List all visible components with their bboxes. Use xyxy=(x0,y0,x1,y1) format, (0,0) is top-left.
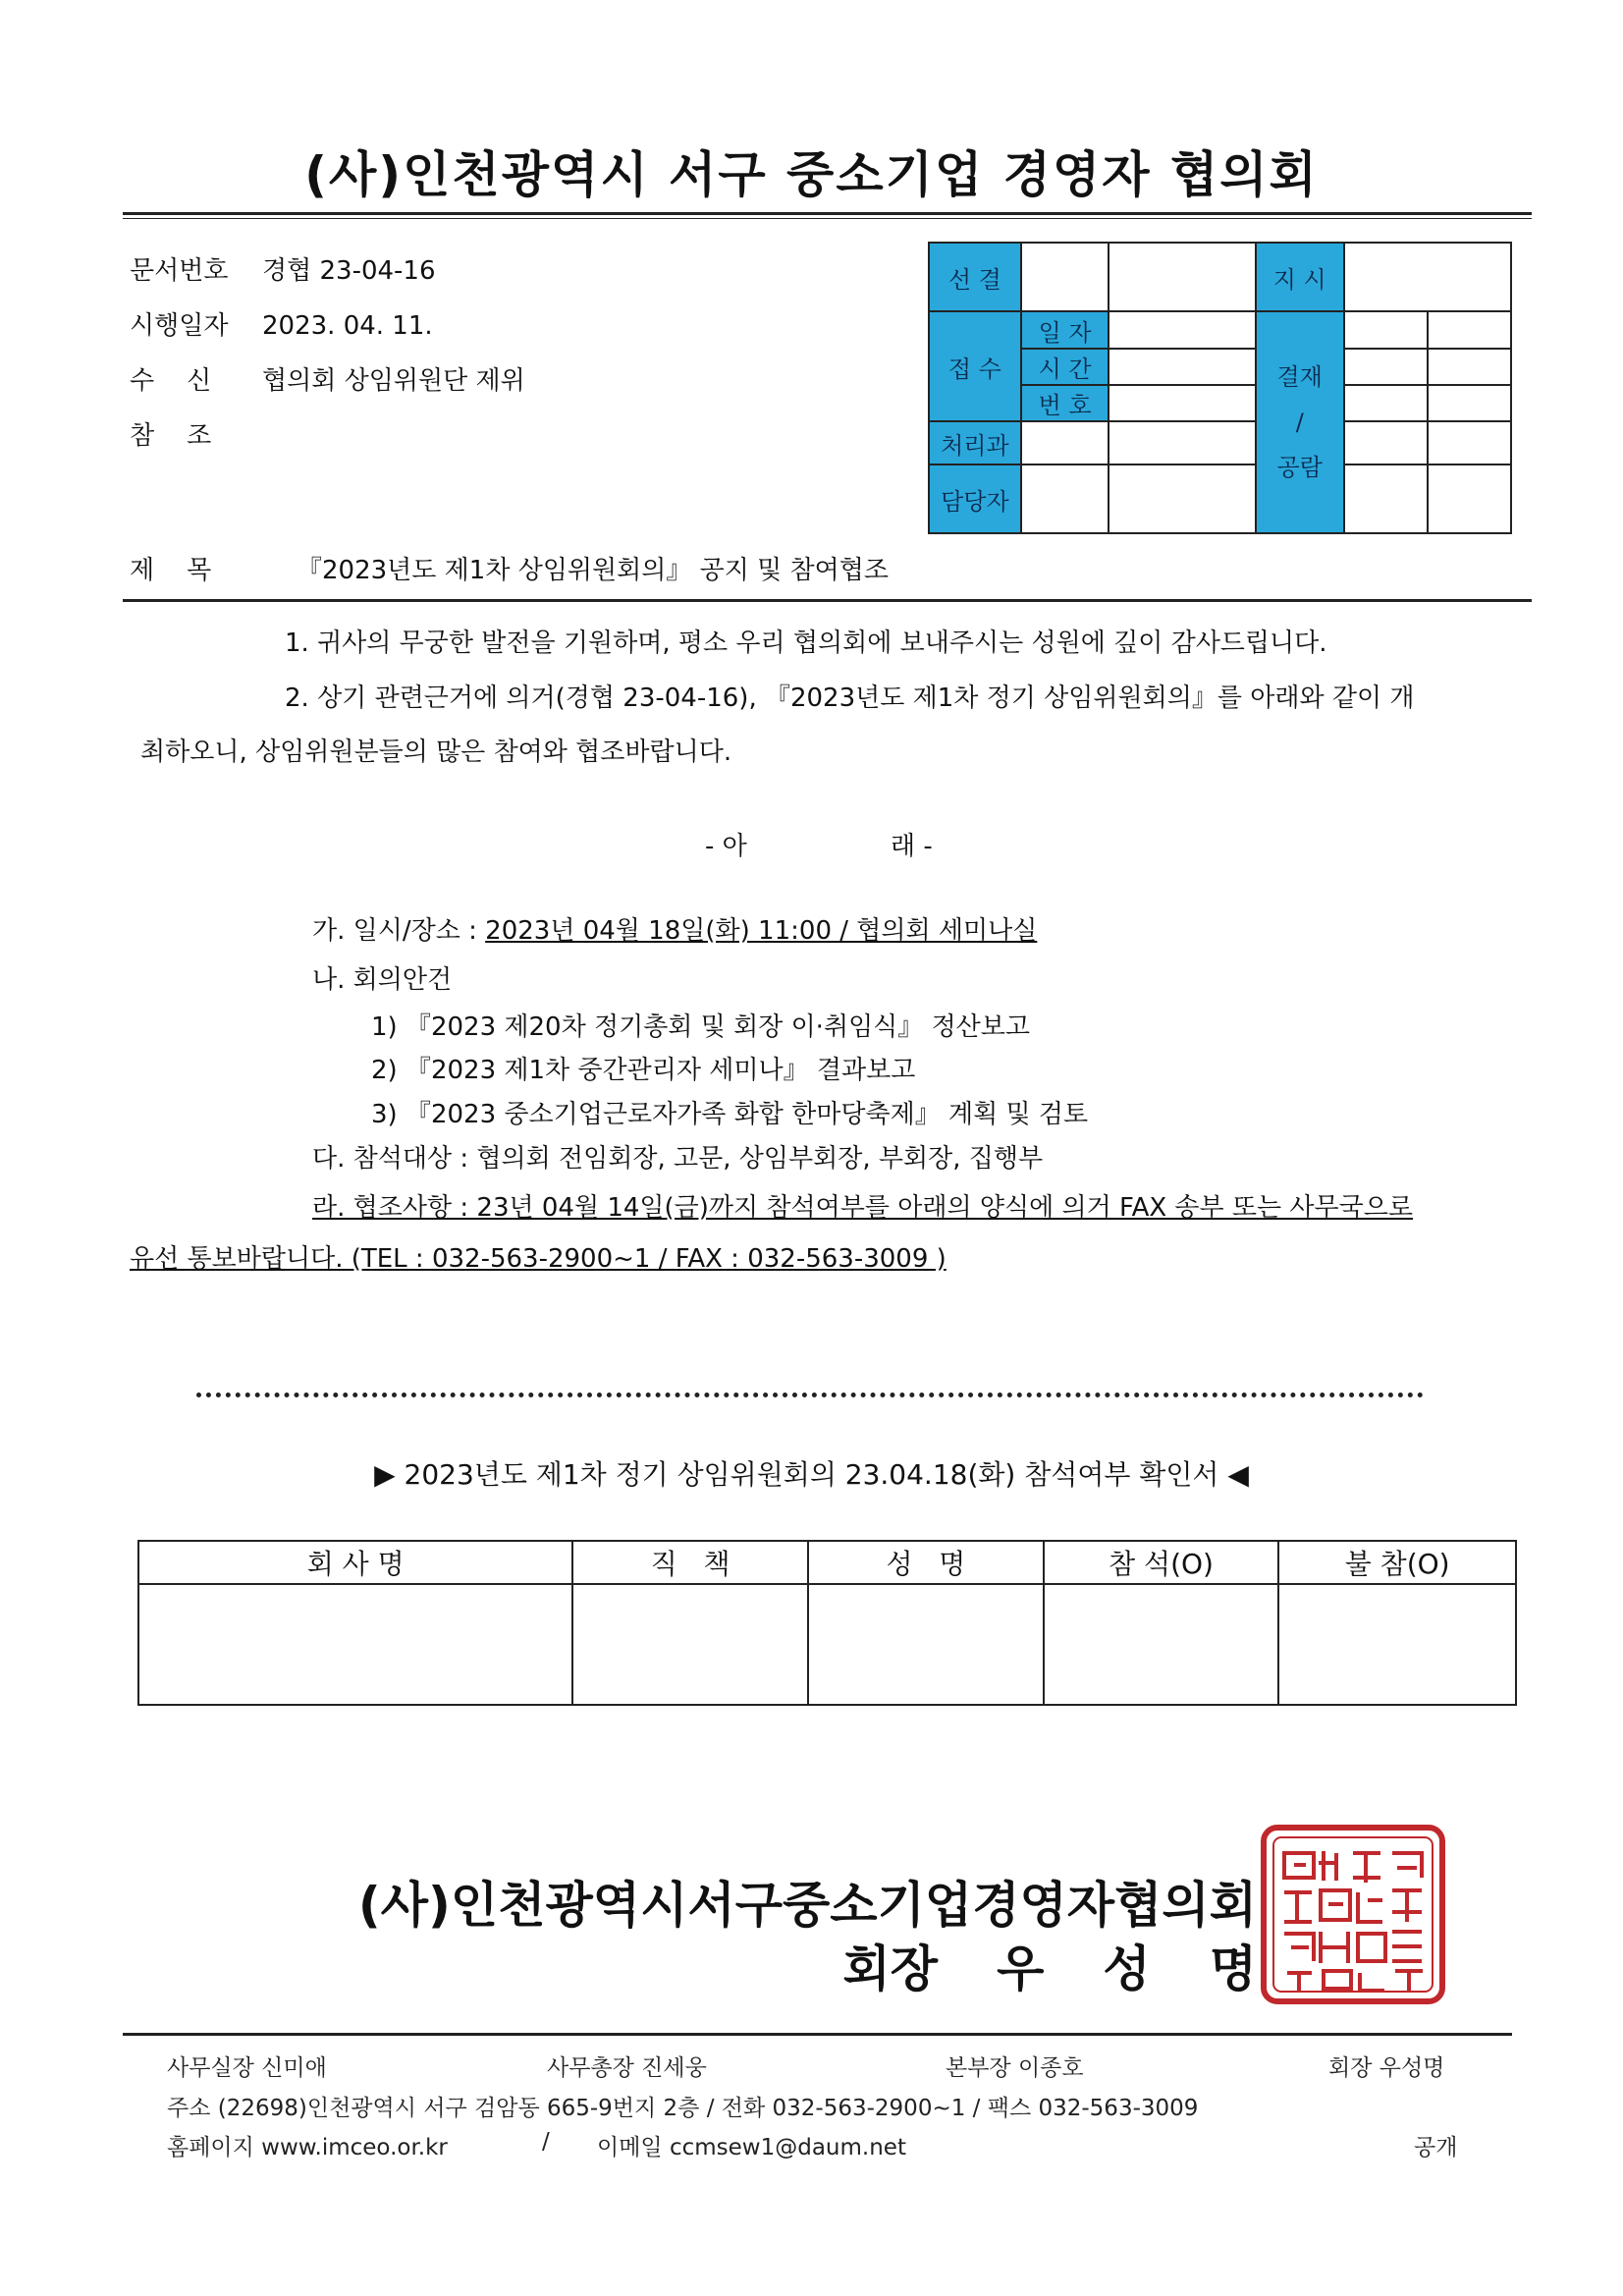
meta-key: 시행일자 xyxy=(130,311,229,341)
meta-row-date xyxy=(130,305,433,342)
form-header-absent: 불 참(O) xyxy=(1278,1541,1516,1584)
footer-staff-4: 회장 우성명 xyxy=(1328,2055,1445,2081)
item-ra-cont: 유선 통보바랍니다. (TEL : 032-563-2900~1 / FAX : 032-563-3009 ) xyxy=(130,1244,947,1274)
subject-rule xyxy=(123,599,1532,602)
meta-value: 경협 23-04-16 xyxy=(262,256,436,286)
form-cell-company[interactable] xyxy=(138,1584,572,1705)
form-cell-position[interactable] xyxy=(572,1584,808,1705)
schedule-value: 2023년 04월 18일(화) 11:00 / 협의회 세미나실 xyxy=(485,916,1038,946)
title-rule-thin xyxy=(123,218,1532,219)
arae-right: 래 - xyxy=(891,832,933,861)
footer-staff-1: 사무실장 신미애 xyxy=(167,2055,327,2081)
title-rule-thick xyxy=(123,212,1532,215)
meta-row-recipient xyxy=(130,360,525,397)
form-cell-absent[interactable] xyxy=(1278,1584,1516,1705)
item-na: 나. 회의안건 xyxy=(312,965,453,995)
arae-left: - 아 xyxy=(705,832,747,861)
meta-row-reference xyxy=(130,415,262,452)
form-header-name: 성 명 xyxy=(808,1541,1044,1584)
meta-key: 수 신 xyxy=(130,366,212,396)
signature-org: (사)인천광역시서구중소기업경영자협의회 xyxy=(357,1877,1257,1934)
cut-line xyxy=(196,1393,1424,1397)
form-header-company: 회 사 명 xyxy=(138,1541,572,1584)
attendance-form-table xyxy=(137,1540,1517,1706)
approval-label-jisi: 지 시 xyxy=(1256,243,1344,311)
form-header-attend: 참 석(O) xyxy=(1044,1541,1279,1584)
footer-email: 이메일 ccmsew1@daum.net xyxy=(597,2135,906,2160)
item-da: 다. 참석대상 : 협의회 전임회장, 고문, 상임부회장, 부회장, 집행부 xyxy=(312,1144,1044,1174)
approval-label-seongyeol: 선 결 xyxy=(929,243,1021,311)
meta-key: 참 조 xyxy=(130,421,212,451)
document-title: (사)인천광역시 서구 중소기업 경영자 협의회 xyxy=(304,146,1319,203)
footer-staff-3: 본부장 이종호 xyxy=(946,2055,1084,2081)
approval-label-sigan: 시 간 xyxy=(1021,349,1109,385)
item-ra: 라. 협조사항 : 23년 04월 14일(금)까지 참석여부를 아래의 양식에 의거 FAX 송부 또는 사무국으로 xyxy=(312,1193,1413,1223)
signature-name-1: 우 xyxy=(997,1941,1045,1997)
signature-president xyxy=(0,1930,1257,2000)
agenda-item-2: 2) 『2023 제1차 중간관리자 세미나』 결과보고 xyxy=(371,1056,916,1085)
footer-address: 주소 (22698)인천광역시 서구 검암동 665-9번지 2층 / 전화 032-563-2900~1 / 팩스 032-563-3009 xyxy=(167,2096,1199,2121)
form-cell-name[interactable] xyxy=(808,1584,1044,1705)
agenda-item-3: 3) 『2023 중소기업근로자가족 화합 한마당축제』 계획 및 검토 xyxy=(371,1100,1089,1129)
body-paragraph-2-cont: 최하오니, 상임위원분들의 많은 참여와 협조바랍니다. xyxy=(140,738,732,767)
item-ga: 가. 일시/장소 : 2023년 04월 18일(화) 11:00 / 협의회 세미나실 xyxy=(312,916,1038,946)
subject-key: 제 목 xyxy=(130,556,212,585)
body-paragraph-2: 2. 상기 관련근거에 의거(경협 23-04-16), 『2023년도 제1차 정기 상임위원회의』를 아래와 같이 개 xyxy=(285,683,1415,713)
form-title: ▶ 2023년도 제1차 정기 상임위원회의 23.04.18(화) 참석여부 확인서 ◀ xyxy=(374,1458,1249,1491)
form-cell-attend[interactable] xyxy=(1044,1584,1279,1705)
meta-value: 협의회 상임위원단 제위 xyxy=(262,366,525,396)
meta-value: 2023. 04. 11. xyxy=(262,311,433,341)
footer-separator: / xyxy=(542,2129,550,2155)
form-header-position: 직 책 xyxy=(572,1541,808,1584)
body-paragraph-1: 1. 귀사의 무궁한 발전을 기원하며, 평소 우리 협의회에 보내주시는 성원에 깊이 감사드립니다. xyxy=(285,629,1327,658)
approval-label-gyeoljae: 결재 / 공람 xyxy=(1256,311,1344,533)
meta-row-doc-number xyxy=(130,250,436,287)
subject-line xyxy=(130,550,889,586)
official-seal xyxy=(1260,1824,1446,2005)
signature-title: 회장 xyxy=(842,1941,939,1997)
approval-label-ilja: 일 자 xyxy=(1021,311,1109,349)
approval-label-beonho: 번 호 xyxy=(1021,385,1109,421)
footer-public: 공개 xyxy=(1414,2135,1458,2160)
footer-staff-2: 사무총장 진세웅 xyxy=(547,2055,707,2081)
signature-name-3: 명 xyxy=(1209,1941,1257,1997)
signature-name-2: 성 xyxy=(1103,1941,1151,1997)
footer-homepage: 홈페이지 www.imceo.or.kr xyxy=(167,2135,448,2160)
approval-label-cheorigwa: 처리과 xyxy=(929,421,1021,465)
approval-label-damdangja: 담당자 xyxy=(929,465,1021,533)
subject-value: 『2023년도 제1차 상임위원회의』 공지 및 참여협조 xyxy=(297,556,890,585)
approval-table xyxy=(928,242,1512,534)
meta-key: 문서번호 xyxy=(130,256,229,286)
footer-rule xyxy=(123,2033,1512,2036)
approval-label-jeopsu: 접 수 xyxy=(929,311,1021,421)
agenda-item-1: 1) 『2023 제20차 정기총회 및 회장 이·취임식』 정산보고 xyxy=(371,1012,1031,1042)
